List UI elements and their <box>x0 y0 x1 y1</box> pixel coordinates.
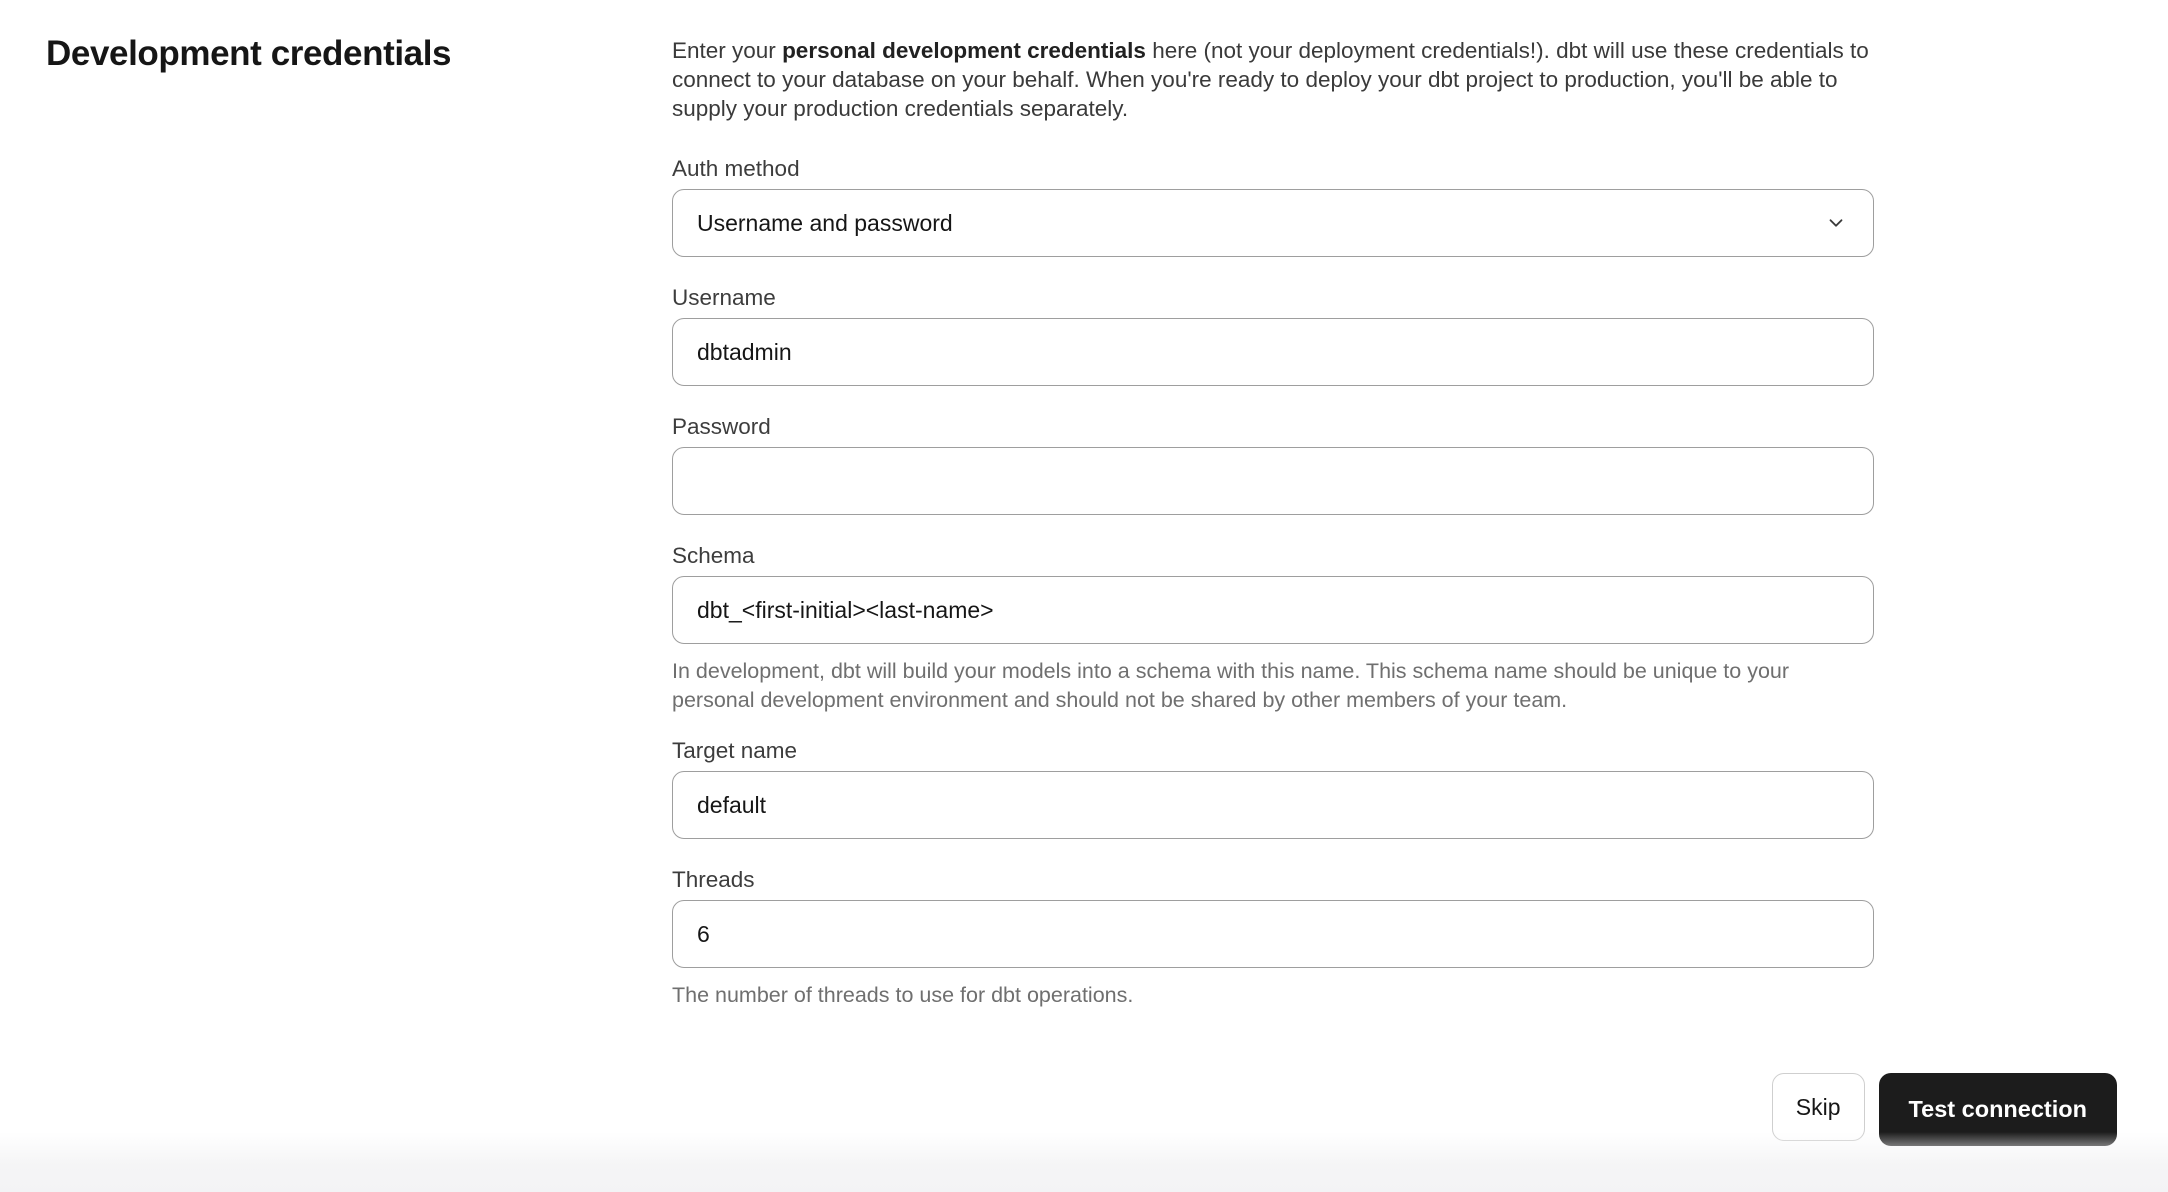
password-label: Password <box>672 414 771 439</box>
password-field <box>672 415 1874 515</box>
auth-method-select[interactable] <box>672 189 1874 257</box>
schema-help-text: In development, dbt will build your models into a schema with this name. This schema name should be unique to your personal development environment and should not be shared by other members of your team. <box>672 659 1790 712</box>
threads-help-text: The number of threads to use for dbt operations. <box>672 983 1134 1007</box>
target-name-field <box>672 739 1874 839</box>
schema-input[interactable] <box>672 576 1874 644</box>
auth-method-selected-value: Username and password <box>697 209 953 236</box>
threads-label: Threads <box>672 867 755 892</box>
credentials-form <box>672 36 1874 1010</box>
username-input[interactable] <box>672 318 1874 386</box>
page-description <box>672 36 1874 123</box>
threads-field <box>672 868 1874 1010</box>
target-name-label: Target name <box>672 738 798 763</box>
test-connection-button[interactable]: Test connection <box>1879 1073 2117 1146</box>
target-name-input[interactable] <box>672 771 1874 839</box>
skip-button[interactable]: Skip <box>1772 1073 1865 1141</box>
footer-actions <box>1772 1073 2117 1146</box>
schema-field <box>672 544 1874 715</box>
username-field <box>672 286 1874 386</box>
description-suffix: here (not your deployment credentials!). dbt will use these credentials to connect to your database on your behalf. When you're ready to deploy your dbt project to production, you'll be able to supply your production credentials separately. <box>672 38 1869 121</box>
page-title: Development credentials <box>46 34 452 73</box>
auth-method-field <box>672 157 1874 257</box>
auth-method-label: Auth method <box>672 156 800 181</box>
description-bold: personal development credentials <box>782 38 1146 63</box>
schema-label: Schema <box>672 543 755 568</box>
chevron-down-icon <box>1825 212 1847 234</box>
description-prefix: Enter your <box>672 38 783 63</box>
threads-input[interactable] <box>672 900 1874 968</box>
username-label: Username <box>672 285 776 310</box>
password-input[interactable] <box>672 447 1874 515</box>
